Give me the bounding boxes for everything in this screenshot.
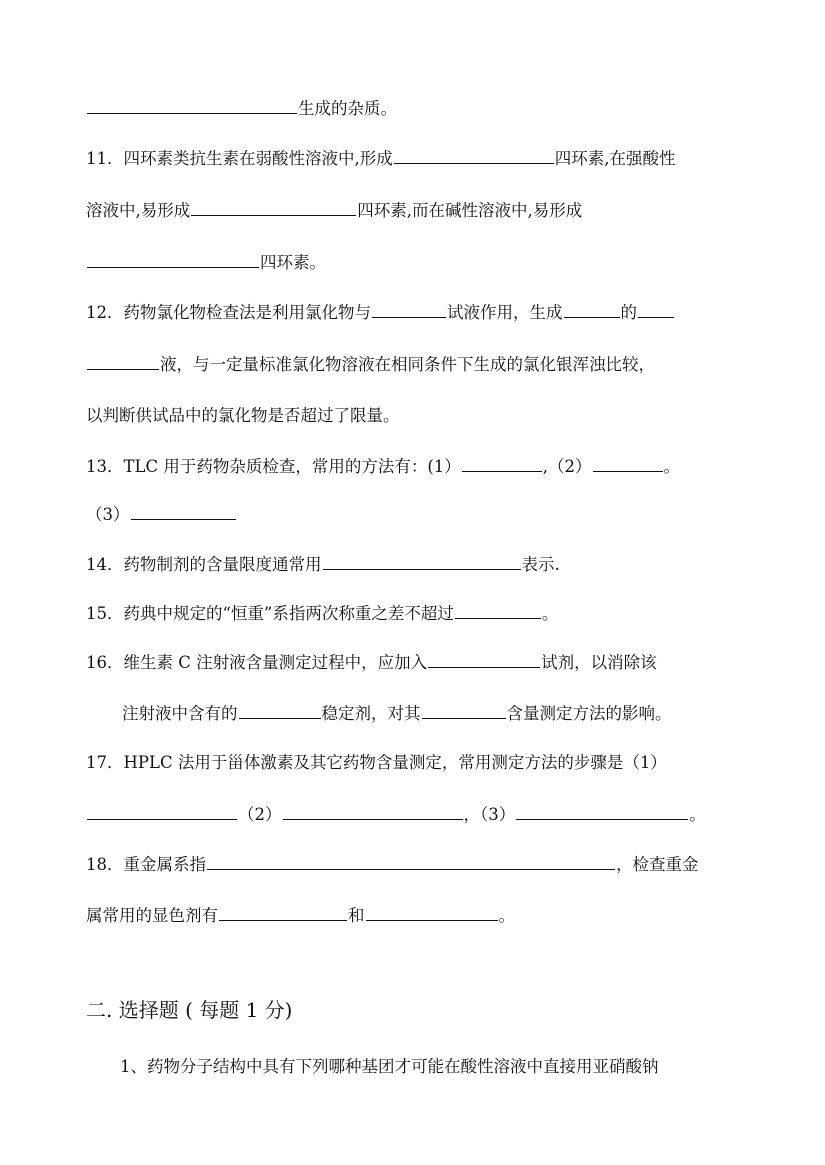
text-segment: （3） xyxy=(86,505,130,524)
fill-blank[interactable] xyxy=(372,302,446,318)
choice-question-1 xyxy=(120,1056,659,1078)
text-segment: 11．四环素类抗生素在弱酸性溶液中,形成 xyxy=(86,149,393,168)
question-13 xyxy=(86,456,680,478)
text-segment: 和 xyxy=(348,906,365,925)
fill-blank[interactable] xyxy=(428,652,540,668)
fill-blank[interactable] xyxy=(516,804,688,820)
question-12 xyxy=(86,302,675,324)
section-heading: 二. 选择题 ( 每题 1 分) xyxy=(86,998,293,1022)
text-segment: 13．TLC 用于药物杂质检查，常用的方法有：(1） xyxy=(86,457,461,476)
text-segment: ，检查重金 xyxy=(616,855,699,874)
question-15 xyxy=(86,603,558,625)
text-line xyxy=(86,200,582,222)
text-line xyxy=(122,703,672,725)
fill-blank[interactable] xyxy=(283,804,463,820)
text-segment: 属常用的显色剂有 xyxy=(86,906,218,925)
fill-blank[interactable] xyxy=(87,98,297,114)
fill-blank[interactable] xyxy=(87,354,159,370)
text-line xyxy=(86,405,400,427)
text-segment: 液，与一定量标准氯化物溶液在相同条件下生成的氯化银浑浊比较， xyxy=(160,355,655,374)
text-line xyxy=(86,804,706,826)
text-line xyxy=(86,252,326,274)
text-line xyxy=(86,905,515,927)
text-segment: 16．维生素 C 注射液含量测定过程中，应加入 xyxy=(86,653,428,672)
text-segment: 稳定剂，对其 xyxy=(321,704,421,723)
text-segment: ,（2） xyxy=(542,457,592,476)
text-segment: 试剂，以消除该 xyxy=(541,653,657,672)
question-16 xyxy=(86,652,657,674)
fill-blank[interactable] xyxy=(462,456,542,472)
text-segment: 表示. xyxy=(521,555,560,574)
fill-blank[interactable] xyxy=(87,252,259,268)
text-segment: 1、药物分子结构中具有下列哪种基团才可能在酸性溶液中直接用亚硝酸钠 xyxy=(120,1057,659,1076)
text-segment: ，（3） xyxy=(463,805,516,824)
text-segment: 以判断供试品中的氯化物是否超过了限量。 xyxy=(86,406,400,425)
text-segment: 。 xyxy=(498,906,515,925)
question-17 xyxy=(86,752,667,774)
fill-blank[interactable] xyxy=(219,905,347,921)
fill-blank[interactable] xyxy=(191,200,356,216)
text-segment: 的 xyxy=(620,303,637,322)
text-line xyxy=(86,98,397,120)
text-segment: 注射液中含有的 xyxy=(122,704,238,723)
fill-blank[interactable] xyxy=(366,905,498,921)
text-line xyxy=(86,504,237,526)
text-segment: 试液作用，生成 xyxy=(447,303,563,322)
fill-blank[interactable] xyxy=(394,148,554,164)
fill-blank[interactable] xyxy=(455,603,541,619)
text-segment: 四环素,在强酸性 xyxy=(554,149,676,168)
fill-blank[interactable] xyxy=(323,554,521,570)
text-segment: 。 xyxy=(541,604,559,623)
question-11 xyxy=(86,148,676,170)
text-segment: 生成的杂质。 xyxy=(298,99,397,118)
question-14 xyxy=(86,554,560,576)
text-segment: 。 xyxy=(689,805,706,824)
text-segment: 18．重金属系指 xyxy=(86,855,206,874)
text-line xyxy=(86,354,655,376)
text-segment: 12．药物氯化物检查法是利用氯化物与 xyxy=(86,303,371,322)
fill-blank[interactable] xyxy=(207,854,615,870)
question-18 xyxy=(86,854,699,876)
fill-blank[interactable] xyxy=(131,504,236,520)
text-segment: 17．HPLC 法用于甾体激素及其它药物含量测定，常用测定方法的步骤是（1） xyxy=(86,753,667,772)
text-segment: 溶液中,易形成 xyxy=(86,201,191,220)
text-segment: 14．药物制剂的含量限度通常用 xyxy=(86,555,322,574)
fill-blank[interactable] xyxy=(638,302,674,318)
fill-blank[interactable] xyxy=(422,703,506,719)
text-segment: 15．药典中规定的“恒重”系指两次称重之差不超过 xyxy=(86,604,454,623)
text-segment: （2） xyxy=(238,805,282,824)
text-segment: 。 xyxy=(663,457,681,476)
text-segment: 四环素,而在碱性溶液中,易形成 xyxy=(357,201,583,220)
text-segment: 四环素。 xyxy=(260,253,326,272)
text-segment: 含量测定方法的影响。 xyxy=(506,704,672,723)
fill-blank[interactable] xyxy=(87,804,237,820)
fill-blank[interactable] xyxy=(564,302,620,318)
fill-blank[interactable] xyxy=(593,456,663,472)
fill-blank[interactable] xyxy=(239,703,321,719)
